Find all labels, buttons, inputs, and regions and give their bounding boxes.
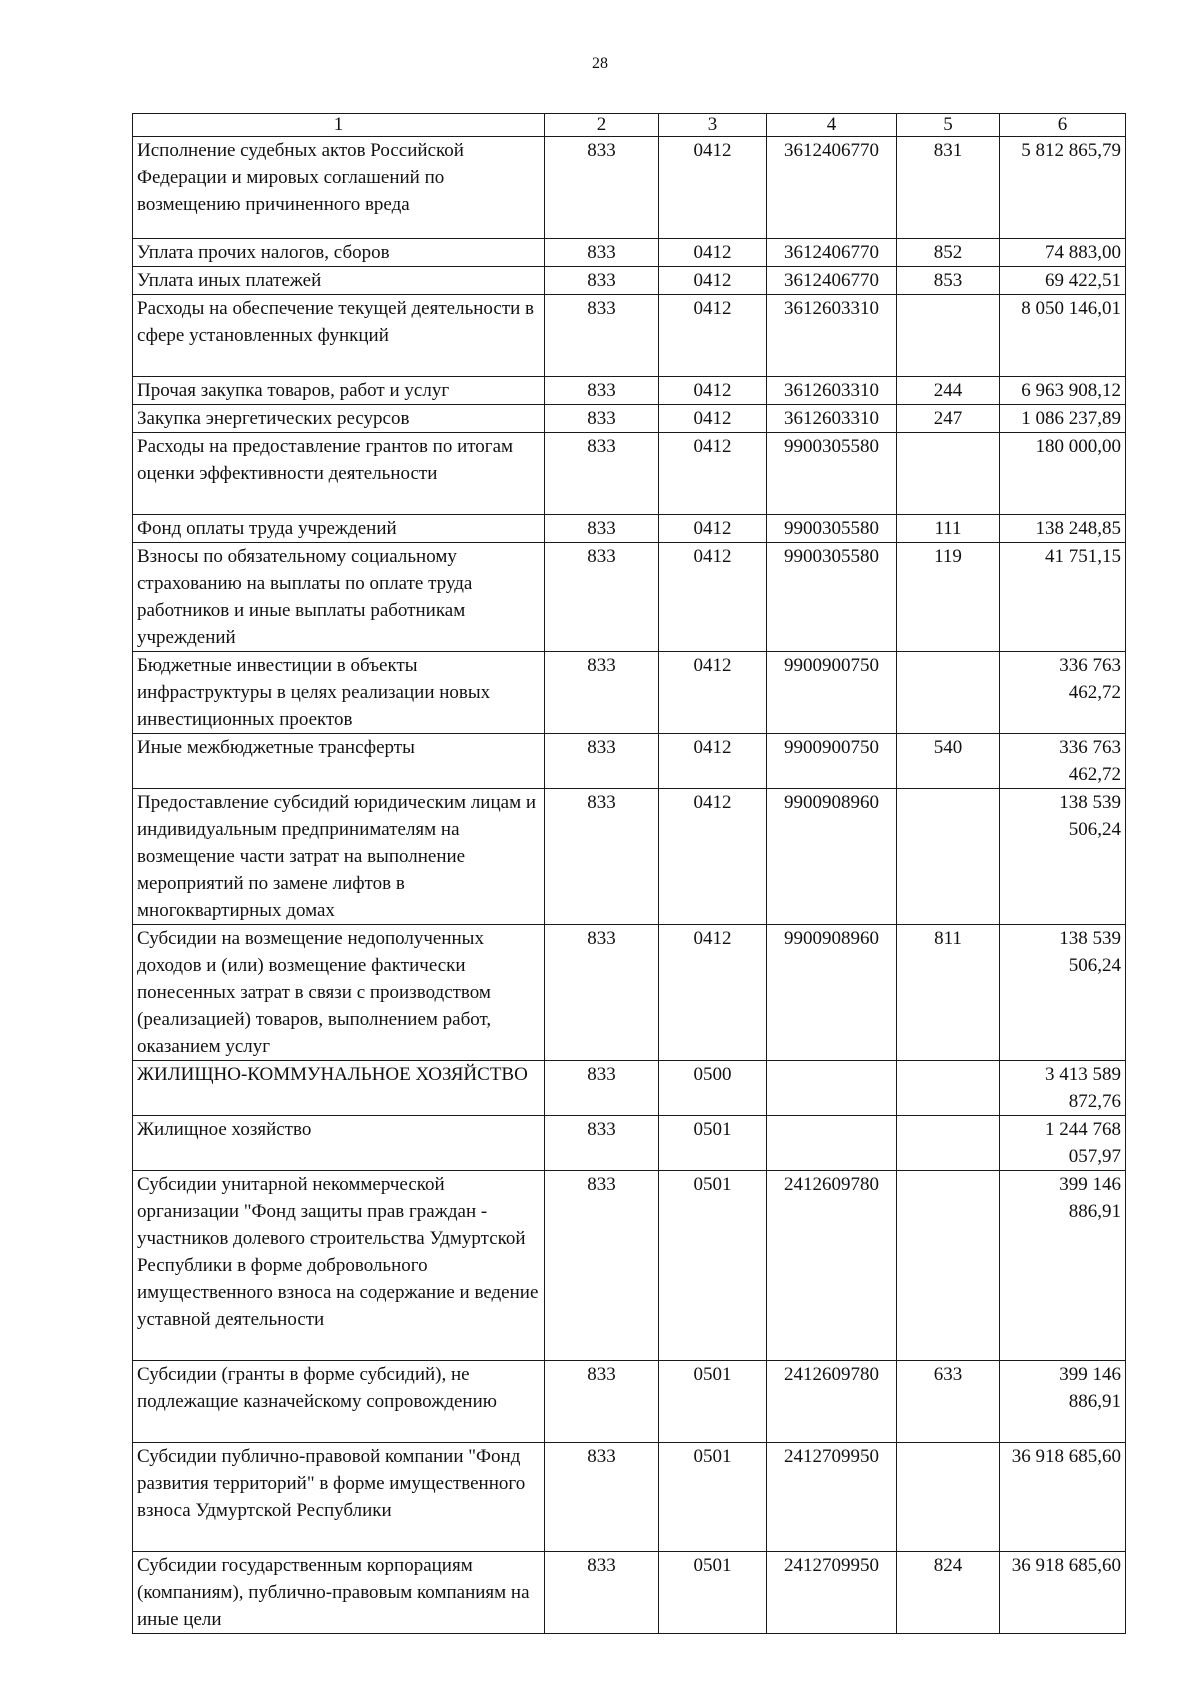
target-article-cell: 3612603310	[767, 295, 897, 377]
header-cell: 6	[1000, 114, 1126, 137]
target-article-cell: 3612603310	[767, 377, 897, 405]
expense-name-cell: Предоставление субсидий юридическим лицам и индивидуальным предпринимателям на возмещение части затрат на выполнение мероприятий по замене лифтов в многоквартирных домах	[133, 789, 545, 925]
header-row	[133, 114, 1126, 137]
target-article-cell: 3612406770	[767, 267, 897, 295]
target-article-cell: 9900305580	[767, 543, 897, 652]
table-row	[133, 239, 1126, 267]
target-article-cell: 9900900750	[767, 734, 897, 789]
budget-table	[132, 113, 1126, 1634]
section-code-cell: 0501	[659, 1116, 767, 1171]
ministry-code-cell: 833	[545, 652, 659, 734]
table-row	[133, 405, 1126, 433]
target-article-cell: 2412609780	[767, 1171, 897, 1361]
expense-name-cell: Жилищное хозяйство	[133, 1116, 545, 1171]
header-cell: 2	[545, 114, 659, 137]
header-cell: 3	[659, 114, 767, 137]
expense-type-cell	[897, 789, 1000, 925]
section-code-cell: 0412	[659, 515, 767, 543]
expense-type-cell: 824	[897, 1552, 1000, 1634]
target-article-cell	[767, 1061, 897, 1116]
section-code-cell: 0412	[659, 543, 767, 652]
ministry-code-cell: 833	[545, 137, 659, 239]
expense-name-cell: Закупка энергетических ресурсов	[133, 405, 545, 433]
table-row	[133, 1443, 1126, 1552]
expense-type-cell: 633	[897, 1361, 1000, 1443]
amount-cell: 8 050 146,01	[1000, 295, 1126, 377]
amount-cell: 74 883,00	[1000, 239, 1126, 267]
expense-type-cell: 852	[897, 239, 1000, 267]
amount-cell: 36 918 685,60	[1000, 1443, 1126, 1552]
ministry-code-cell: 833	[545, 377, 659, 405]
amount-cell: 69 422,51	[1000, 267, 1126, 295]
table-row	[133, 295, 1126, 377]
expense-name-cell: Взносы по обязательному социальному страхованию на выплаты по оплате труда работников и иные выплаты работникам учреждений	[133, 543, 545, 652]
amount-cell: 138 539 506,24	[1000, 789, 1126, 925]
section-code-cell: 0500	[659, 1061, 767, 1116]
amount-cell: 336 763 462,72	[1000, 652, 1126, 734]
expense-name-cell: Субсидии (гранты в форме субсидий), не подлежащие казначейскому сопровождению	[133, 1361, 545, 1443]
section-code-cell: 0501	[659, 1361, 767, 1443]
expense-name-cell: Иные межбюджетные трансферты	[133, 734, 545, 789]
section-code-cell: 0501	[659, 1171, 767, 1361]
expense-type-cell	[897, 1061, 1000, 1116]
expense-type-cell	[897, 1443, 1000, 1552]
table-row	[133, 515, 1126, 543]
header-cell: 1	[133, 114, 545, 137]
table-row	[133, 543, 1126, 652]
table-row	[133, 1116, 1126, 1171]
target-article-cell: 3612406770	[767, 239, 897, 267]
ministry-code-cell: 833	[545, 267, 659, 295]
ministry-code-cell: 833	[545, 789, 659, 925]
section-code-cell: 0412	[659, 405, 767, 433]
amount-cell: 336 763 462,72	[1000, 734, 1126, 789]
ministry-code-cell: 833	[545, 1552, 659, 1634]
amount-cell: 41 751,15	[1000, 543, 1126, 652]
expense-name-cell: Уплата прочих налогов, сборов	[133, 239, 545, 267]
amount-cell: 399 146 886,91	[1000, 1361, 1126, 1443]
ministry-code-cell: 833	[545, 1061, 659, 1116]
amount-cell: 3 413 589 872,76	[1000, 1061, 1126, 1116]
table-row	[133, 925, 1126, 1061]
ministry-code-cell: 833	[545, 433, 659, 515]
page-number: 28	[592, 55, 608, 72]
expense-type-cell: 119	[897, 543, 1000, 652]
ministry-code-cell: 833	[545, 1171, 659, 1361]
expense-type-cell	[897, 295, 1000, 377]
section-code-cell: 0412	[659, 789, 767, 925]
amount-cell: 180 000,00	[1000, 433, 1126, 515]
amount-cell: 1 244 768 057,97	[1000, 1116, 1126, 1171]
table-row	[133, 789, 1126, 925]
target-article-cell: 2412709950	[767, 1552, 897, 1634]
target-article-cell: 9900305580	[767, 515, 897, 543]
header-cell: 5	[897, 114, 1000, 137]
expense-type-cell: 540	[897, 734, 1000, 789]
expense-type-cell: 247	[897, 405, 1000, 433]
section-code-cell: 0412	[659, 734, 767, 789]
section-code-cell: 0412	[659, 295, 767, 377]
table-row	[133, 734, 1126, 789]
ministry-code-cell: 833	[545, 734, 659, 789]
section-code-cell: 0501	[659, 1443, 767, 1552]
table-row	[133, 1361, 1126, 1443]
target-article-cell: 9900900750	[767, 652, 897, 734]
table-row	[133, 137, 1126, 239]
table-row	[133, 1552, 1126, 1634]
amount-cell: 138 248,85	[1000, 515, 1126, 543]
amount-cell: 138 539 506,24	[1000, 925, 1126, 1061]
section-code-cell: 0412	[659, 377, 767, 405]
table-row	[133, 267, 1126, 295]
section-code-cell: 0412	[659, 433, 767, 515]
expense-name-cell: Субсидии государственным корпорациям (компаниям), публично-правовым компаниям на иные цели	[133, 1552, 545, 1634]
ministry-code-cell: 833	[545, 515, 659, 543]
expense-name-cell: Бюджетные инвестиции в объекты инфраструктуры в целях реализации новых инвестиционных проектов	[133, 652, 545, 734]
target-article-cell: 3612603310	[767, 405, 897, 433]
section-code-cell: 0412	[659, 267, 767, 295]
expense-type-cell	[897, 433, 1000, 515]
target-article-cell: 3612406770	[767, 137, 897, 239]
expense-name-cell: Прочая закупка товаров, работ и услуг	[133, 377, 545, 405]
section-code-cell: 0501	[659, 1552, 767, 1634]
section-code-cell: 0412	[659, 652, 767, 734]
table-row	[133, 377, 1126, 405]
expense-name-cell: Фонд оплаты труда учреждений	[133, 515, 545, 543]
table-row	[133, 652, 1126, 734]
budget-table-container	[132, 113, 1125, 1634]
header-cell: 4	[767, 114, 897, 137]
section-code-cell: 0412	[659, 925, 767, 1061]
expense-name-cell: Субсидии унитарной некоммерческой организации "Фонд защиты прав граждан - участников долевого строительства Удмуртской Республики в форме добровольного имущественного взноса на содержание и ведение уставной деятельности	[133, 1171, 545, 1361]
amount-cell: 1 086 237,89	[1000, 405, 1126, 433]
expense-name-cell: Исполнение судебных актов Российской Федерации и мировых соглашений по возмещению причиненного вреда	[133, 137, 545, 239]
target-article-cell	[767, 1116, 897, 1171]
expense-type-cell	[897, 1116, 1000, 1171]
ministry-code-cell: 833	[545, 405, 659, 433]
expense-type-cell	[897, 1171, 1000, 1361]
expense-type-cell: 111	[897, 515, 1000, 543]
ministry-code-cell: 833	[545, 1116, 659, 1171]
target-article-cell: 9900908960	[767, 925, 897, 1061]
expense-name-cell: Субсидии публично-правовой компании "Фонд развития территорий" в форме имущественного взноса Удмуртской Республики	[133, 1443, 545, 1552]
target-article-cell: 2412609780	[767, 1361, 897, 1443]
expense-name-cell: Субсидии на возмещение недополученных доходов и (или) возмещение фактически понесенных затрат в связи с производством (реализацией) товаров, выполнением работ, оказанием услуг	[133, 925, 545, 1061]
ministry-code-cell: 833	[545, 1361, 659, 1443]
section-title-cell: ЖИЛИЩНО-КОММУНАЛЬНОЕ ХОЗЯЙСТВО	[133, 1061, 545, 1116]
ministry-code-cell: 833	[545, 239, 659, 267]
amount-cell: 399 146 886,91	[1000, 1171, 1126, 1361]
expense-type-cell: 853	[897, 267, 1000, 295]
expense-type-cell	[897, 652, 1000, 734]
table-row	[133, 1171, 1126, 1361]
table-row-section	[133, 1061, 1126, 1116]
ministry-code-cell: 833	[545, 543, 659, 652]
expense-name-cell: Расходы на обеспечение текущей деятельности в сфере установленных функций	[133, 295, 545, 377]
amount-cell: 6 963 908,12	[1000, 377, 1126, 405]
target-article-cell: 9900908960	[767, 789, 897, 925]
ministry-code-cell: 833	[545, 295, 659, 377]
expense-type-cell: 811	[897, 925, 1000, 1061]
ministry-code-cell: 833	[545, 925, 659, 1061]
amount-cell: 5 812 865,79	[1000, 137, 1126, 239]
ministry-code-cell: 833	[545, 1443, 659, 1552]
expense-name-cell: Расходы на предоставление грантов по итогам оценки эффективности деятельности	[133, 433, 545, 515]
expense-name-cell: Уплата иных платежей	[133, 267, 545, 295]
target-article-cell: 9900305580	[767, 433, 897, 515]
target-article-cell: 2412709950	[767, 1443, 897, 1552]
expense-type-cell: 831	[897, 137, 1000, 239]
section-code-cell: 0412	[659, 137, 767, 239]
expense-type-cell: 244	[897, 377, 1000, 405]
section-code-cell: 0412	[659, 239, 767, 267]
table-row	[133, 433, 1126, 515]
amount-cell: 36 918 685,60	[1000, 1552, 1126, 1634]
